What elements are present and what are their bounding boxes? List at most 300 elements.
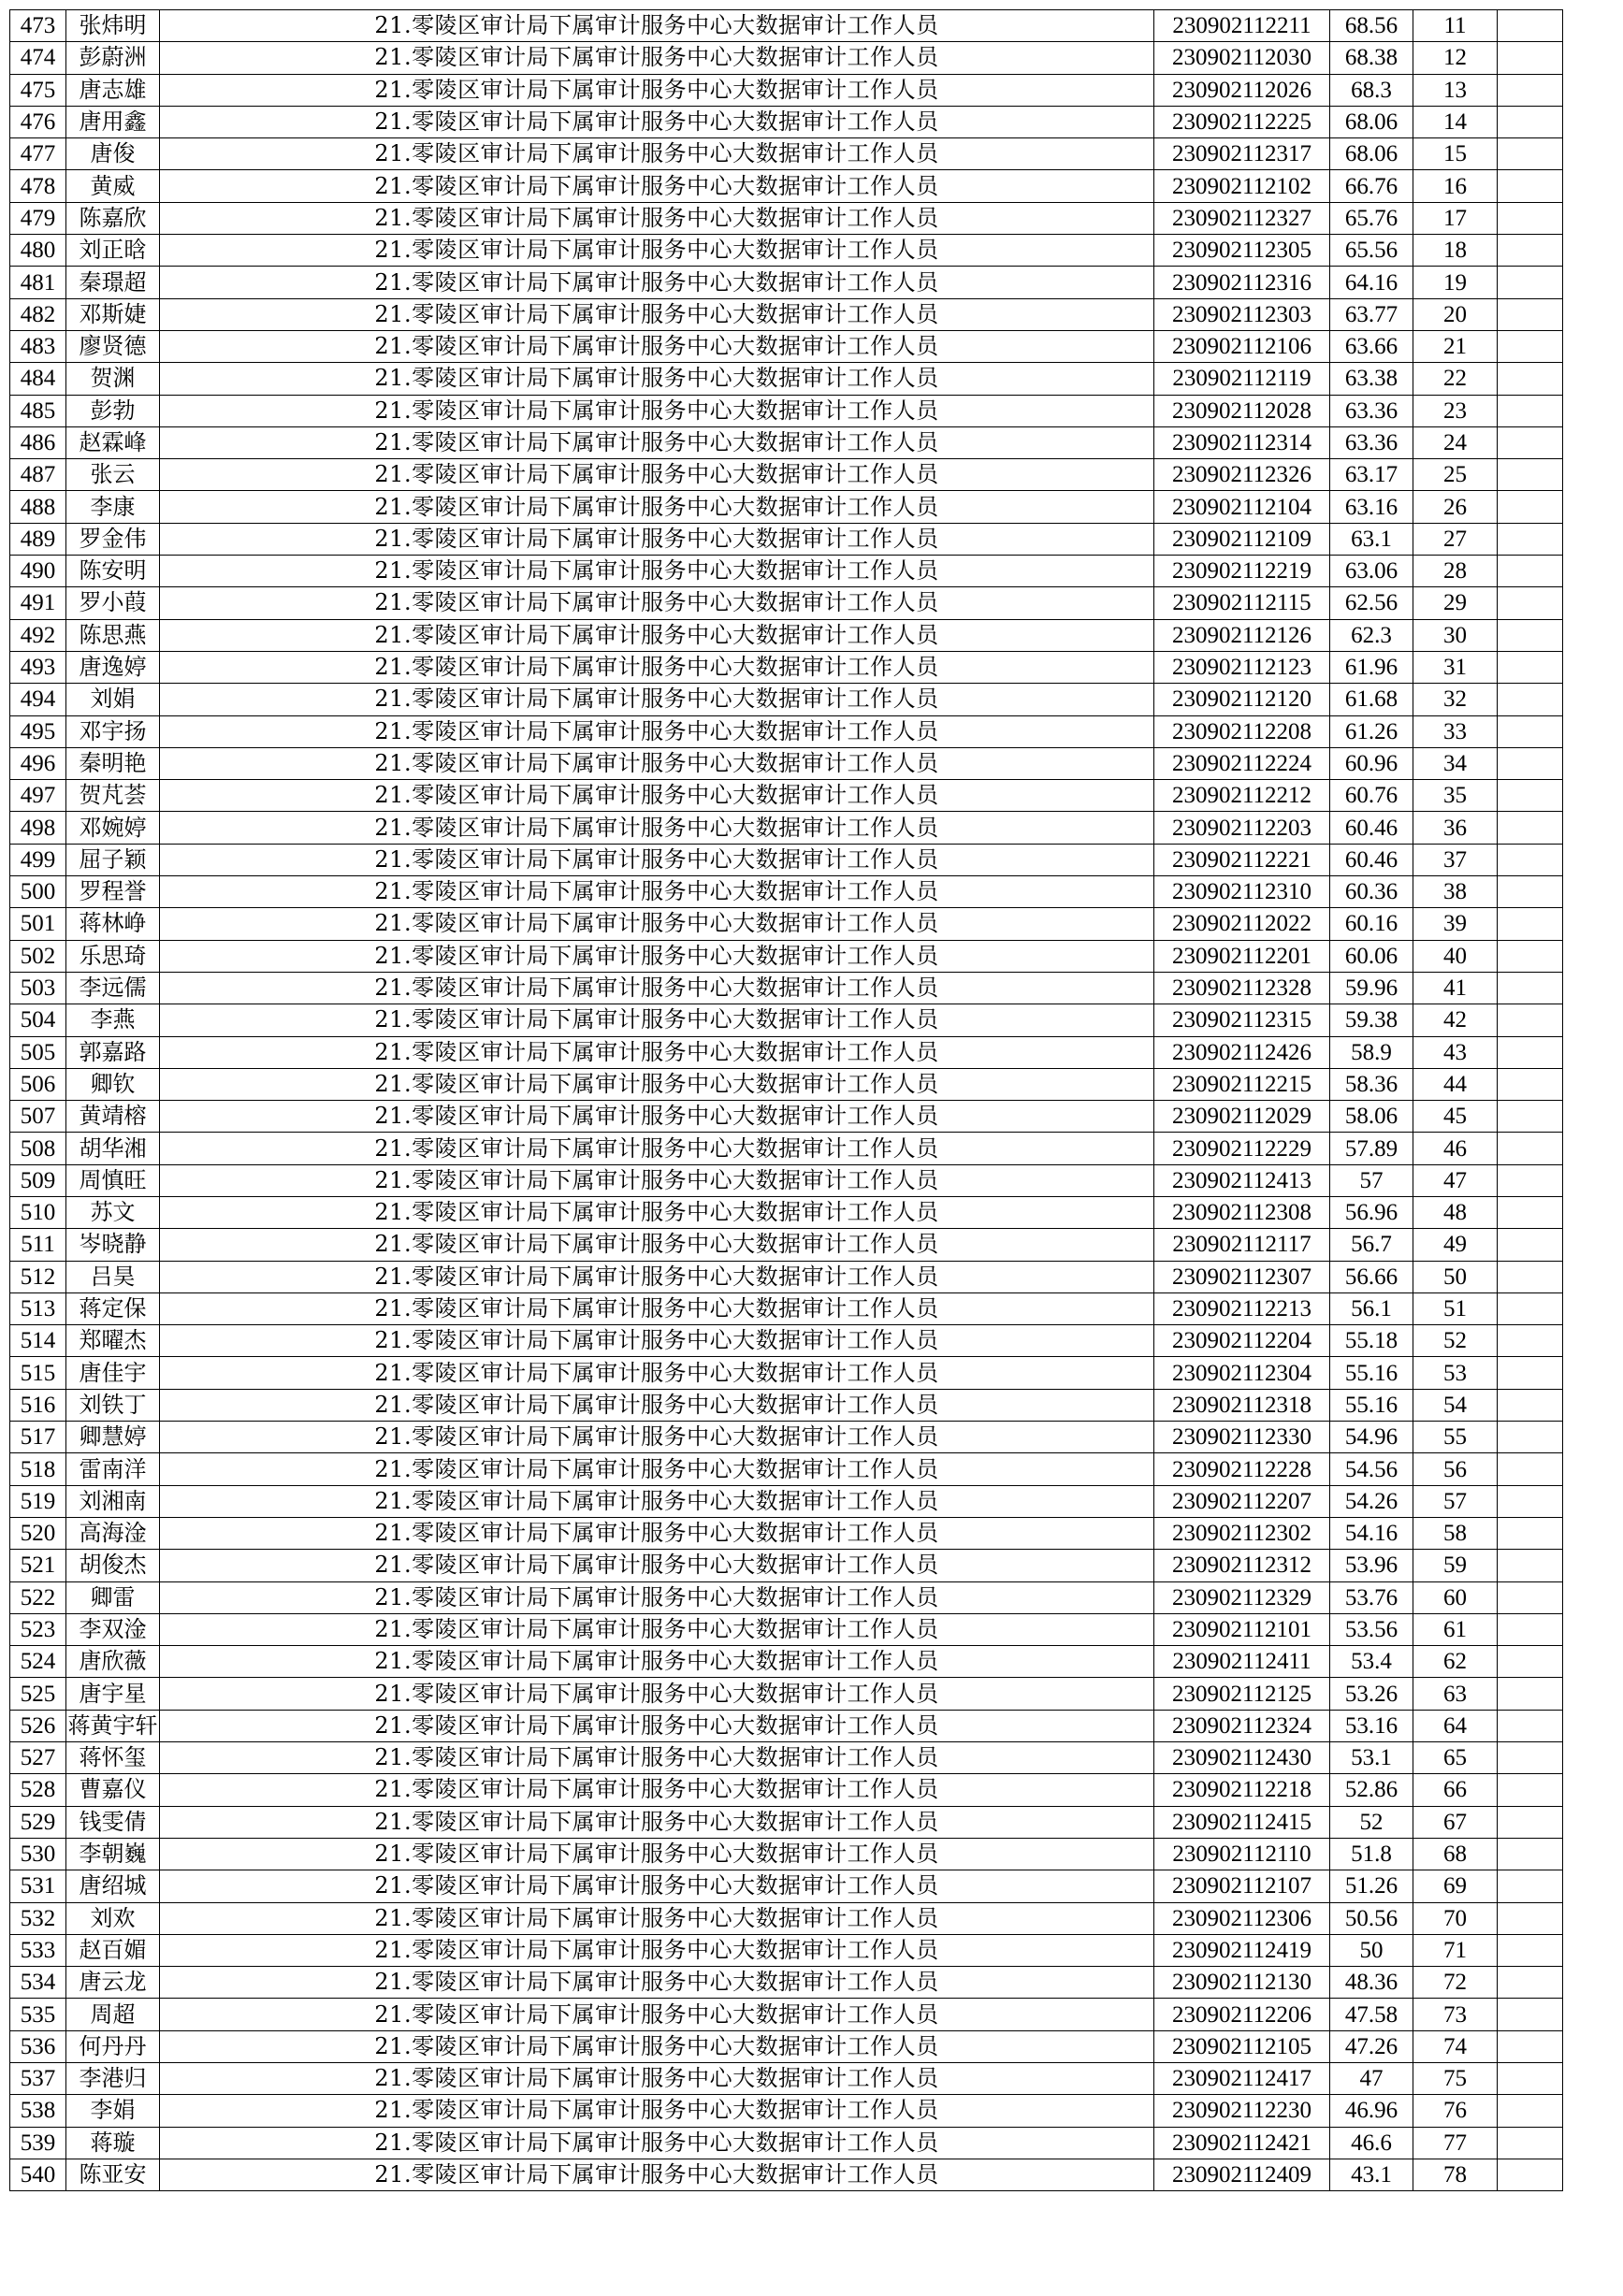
name-cell: 唐俊 bbox=[66, 138, 160, 170]
position-cell: 21.零陵区审计局下属审计服务中心大数据审计工作人员 bbox=[160, 1999, 1154, 2030]
position-cell: 21.零陵区审计局下属审计服务中心大数据审计工作人员 bbox=[160, 1133, 1154, 1164]
note-cell bbox=[1498, 106, 1563, 137]
seq-cell: 500 bbox=[10, 876, 66, 908]
seq-cell: 536 bbox=[10, 2030, 66, 2062]
seq-cell: 502 bbox=[10, 940, 66, 972]
note-cell bbox=[1498, 330, 1563, 362]
ticket-number-cell: 230902112026 bbox=[1154, 74, 1330, 106]
note-cell bbox=[1498, 426, 1563, 458]
table-row bbox=[10, 940, 1563, 972]
seq-cell: 518 bbox=[10, 1453, 66, 1485]
seq-cell: 479 bbox=[10, 202, 66, 234]
seq-cell: 488 bbox=[10, 491, 66, 523]
ticket-number-cell: 230902112221 bbox=[1154, 844, 1330, 875]
score-cell: 57.89 bbox=[1330, 1133, 1413, 1164]
table-row bbox=[10, 1934, 1563, 1966]
position-cell: 21.零陵区审计局下属审计服务中心大数据审计工作人员 bbox=[160, 1101, 1154, 1133]
note-cell bbox=[1498, 1325, 1563, 1357]
note-cell bbox=[1498, 1004, 1563, 1036]
table-row bbox=[10, 10, 1563, 42]
score-cell: 56.66 bbox=[1330, 1261, 1413, 1292]
note-cell bbox=[1498, 1646, 1563, 1678]
seq-cell: 496 bbox=[10, 747, 66, 779]
name-cell: 岑晓静 bbox=[66, 1229, 160, 1261]
score-cell: 60.46 bbox=[1330, 844, 1413, 875]
table-row bbox=[10, 1870, 1563, 1902]
table-row bbox=[10, 1902, 1563, 1934]
seq-cell: 524 bbox=[10, 1646, 66, 1678]
position-cell: 21.零陵区审计局下属审计服务中心大数据审计工作人员 bbox=[160, 1036, 1154, 1068]
ticket-number-cell: 230902112411 bbox=[1154, 1646, 1330, 1678]
name-cell: 李港归 bbox=[66, 2063, 160, 2095]
name-cell: 李远儒 bbox=[66, 972, 160, 1004]
rank-cell: 67 bbox=[1413, 1806, 1498, 1838]
score-cell: 62.3 bbox=[1330, 619, 1413, 651]
seq-cell: 515 bbox=[10, 1357, 66, 1389]
seq-cell: 503 bbox=[10, 972, 66, 1004]
table-row bbox=[10, 426, 1563, 458]
seq-cell: 499 bbox=[10, 844, 66, 875]
table-row bbox=[10, 1485, 1563, 1517]
ticket-number-cell: 230902112218 bbox=[1154, 1774, 1330, 1806]
name-cell: 高海淦 bbox=[66, 1517, 160, 1549]
rank-cell: 60 bbox=[1413, 1581, 1498, 1613]
rank-cell: 72 bbox=[1413, 1967, 1498, 1999]
seq-cell: 537 bbox=[10, 2063, 66, 2095]
rank-cell: 22 bbox=[1413, 363, 1498, 395]
name-cell: 唐绍城 bbox=[66, 1870, 160, 1902]
note-cell bbox=[1498, 1164, 1563, 1196]
name-cell: 唐逸婷 bbox=[66, 651, 160, 683]
score-cell: 56.7 bbox=[1330, 1229, 1413, 1261]
score-cell: 55.16 bbox=[1330, 1357, 1413, 1389]
note-cell bbox=[1498, 684, 1563, 715]
ticket-number-cell: 230902112030 bbox=[1154, 42, 1330, 74]
ticket-number-cell: 230902112229 bbox=[1154, 1133, 1330, 1164]
ticket-number-cell: 230902112327 bbox=[1154, 202, 1330, 234]
note-cell bbox=[1498, 2095, 1563, 2127]
table-row bbox=[10, 2095, 1563, 2127]
table-row bbox=[10, 1613, 1563, 1645]
name-cell: 蒋定保 bbox=[66, 1292, 160, 1324]
rank-cell: 48 bbox=[1413, 1196, 1498, 1228]
position-cell: 21.零陵区审计局下属审计服务中心大数据审计工作人员 bbox=[160, 1325, 1154, 1357]
table-row bbox=[10, 651, 1563, 683]
name-cell: 黄靖榕 bbox=[66, 1101, 160, 1133]
position-cell: 21.零陵区审计局下属审计服务中心大数据审计工作人员 bbox=[160, 1517, 1154, 1549]
position-cell: 21.零陵区审计局下属审计服务中心大数据审计工作人员 bbox=[160, 330, 1154, 362]
score-cell: 63.1 bbox=[1330, 523, 1413, 555]
name-cell: 贺渊 bbox=[66, 363, 160, 395]
table-row bbox=[10, 1742, 1563, 1774]
name-cell: 唐志雄 bbox=[66, 74, 160, 106]
name-cell: 蒋黄宇轩 bbox=[66, 1710, 160, 1741]
note-cell bbox=[1498, 1196, 1563, 1228]
table-row bbox=[10, 2159, 1563, 2190]
score-cell: 50.56 bbox=[1330, 1902, 1413, 1934]
note-cell bbox=[1498, 1581, 1563, 1613]
rank-cell: 58 bbox=[1413, 1517, 1498, 1549]
table-row bbox=[10, 747, 1563, 779]
score-cell: 53.26 bbox=[1330, 1678, 1413, 1710]
score-cell: 63.06 bbox=[1330, 556, 1413, 587]
ticket-number-cell: 230902112316 bbox=[1154, 267, 1330, 298]
score-cell: 59.96 bbox=[1330, 972, 1413, 1004]
rank-cell: 56 bbox=[1413, 1453, 1498, 1485]
table-row bbox=[10, 1261, 1563, 1292]
table-row bbox=[10, 459, 1563, 491]
ticket-number-cell: 230902112208 bbox=[1154, 715, 1330, 747]
seq-cell: 507 bbox=[10, 1101, 66, 1133]
name-cell: 陈亚安 bbox=[66, 2159, 160, 2190]
name-cell: 刘铁丁 bbox=[66, 1389, 160, 1421]
rank-cell: 14 bbox=[1413, 106, 1498, 137]
rank-cell: 21 bbox=[1413, 330, 1498, 362]
rank-cell: 37 bbox=[1413, 844, 1498, 875]
position-cell: 21.零陵区审计局下属审计服务中心大数据审计工作人员 bbox=[160, 556, 1154, 587]
results-table bbox=[9, 9, 1563, 2191]
name-cell: 刘湘南 bbox=[66, 1485, 160, 1517]
seq-cell: 484 bbox=[10, 363, 66, 395]
score-cell: 56.96 bbox=[1330, 1196, 1413, 1228]
table-row bbox=[10, 556, 1563, 587]
rank-cell: 53 bbox=[1413, 1357, 1498, 1389]
seq-cell: 522 bbox=[10, 1581, 66, 1613]
score-cell: 43.1 bbox=[1330, 2159, 1413, 2190]
seq-cell: 477 bbox=[10, 138, 66, 170]
rank-cell: 20 bbox=[1413, 298, 1498, 330]
rank-cell: 41 bbox=[1413, 972, 1498, 1004]
score-cell: 55.18 bbox=[1330, 1325, 1413, 1357]
table-row bbox=[10, 812, 1563, 844]
ticket-number-cell: 230902112430 bbox=[1154, 1742, 1330, 1774]
seq-cell: 482 bbox=[10, 298, 66, 330]
name-cell: 李双淦 bbox=[66, 1613, 160, 1645]
table-row bbox=[10, 715, 1563, 747]
position-cell: 21.零陵区审计局下属审计服务中心大数据审计工作人员 bbox=[160, 972, 1154, 1004]
rank-cell: 71 bbox=[1413, 1934, 1498, 1966]
ticket-number-cell: 230902112230 bbox=[1154, 2095, 1330, 2127]
name-cell: 秦璟超 bbox=[66, 267, 160, 298]
score-cell: 68.3 bbox=[1330, 74, 1413, 106]
note-cell bbox=[1498, 1453, 1563, 1485]
score-cell: 61.68 bbox=[1330, 684, 1413, 715]
score-cell: 61.96 bbox=[1330, 651, 1413, 683]
table-row bbox=[10, 1004, 1563, 1036]
score-cell: 60.96 bbox=[1330, 747, 1413, 779]
ticket-number-cell: 230902112130 bbox=[1154, 1967, 1330, 1999]
rank-cell: 63 bbox=[1413, 1678, 1498, 1710]
ticket-number-cell: 230902112029 bbox=[1154, 1101, 1330, 1133]
seq-cell: 531 bbox=[10, 1870, 66, 1902]
note-cell bbox=[1498, 1838, 1563, 1870]
rank-cell: 70 bbox=[1413, 1902, 1498, 1934]
ticket-number-cell: 230902112201 bbox=[1154, 940, 1330, 972]
note-cell bbox=[1498, 202, 1563, 234]
score-cell: 53.96 bbox=[1330, 1550, 1413, 1581]
seq-cell: 538 bbox=[10, 2095, 66, 2127]
position-cell: 21.零陵区审计局下属审计服务中心大数据审计工作人员 bbox=[160, 651, 1154, 683]
position-cell: 21.零陵区审计局下属审计服务中心大数据审计工作人员 bbox=[160, 395, 1154, 426]
ticket-number-cell: 230902112415 bbox=[1154, 1806, 1330, 1838]
rank-cell: 50 bbox=[1413, 1261, 1498, 1292]
score-cell: 63.36 bbox=[1330, 395, 1413, 426]
seq-cell: 491 bbox=[10, 587, 66, 619]
seq-cell: 523 bbox=[10, 1613, 66, 1645]
rank-cell: 27 bbox=[1413, 523, 1498, 555]
rank-cell: 19 bbox=[1413, 267, 1498, 298]
ticket-number-cell: 230902112421 bbox=[1154, 2127, 1330, 2159]
seq-cell: 478 bbox=[10, 170, 66, 202]
ticket-number-cell: 230902112102 bbox=[1154, 170, 1330, 202]
rank-cell: 52 bbox=[1413, 1325, 1498, 1357]
score-cell: 60.76 bbox=[1330, 780, 1413, 812]
note-cell bbox=[1498, 908, 1563, 940]
note-cell bbox=[1498, 1036, 1563, 1068]
name-cell: 罗金伟 bbox=[66, 523, 160, 555]
seq-cell: 512 bbox=[10, 1261, 66, 1292]
score-cell: 51.8 bbox=[1330, 1838, 1413, 1870]
seq-cell: 486 bbox=[10, 426, 66, 458]
rank-cell: 61 bbox=[1413, 1613, 1498, 1645]
ticket-number-cell: 230902112207 bbox=[1154, 1485, 1330, 1517]
note-cell bbox=[1498, 1806, 1563, 1838]
ticket-number-cell: 230902112204 bbox=[1154, 1325, 1330, 1357]
rank-cell: 43 bbox=[1413, 1036, 1498, 1068]
note-cell bbox=[1498, 363, 1563, 395]
rank-cell: 38 bbox=[1413, 876, 1498, 908]
score-cell: 63.38 bbox=[1330, 363, 1413, 395]
seq-cell: 492 bbox=[10, 619, 66, 651]
position-cell: 21.零陵区审计局下属审计服务中心大数据审计工作人员 bbox=[160, 1292, 1154, 1324]
table-row bbox=[10, 202, 1563, 234]
seq-cell: 490 bbox=[10, 556, 66, 587]
seq-cell: 527 bbox=[10, 1742, 66, 1774]
table-row bbox=[10, 1101, 1563, 1133]
position-cell: 21.零陵区审计局下属审计服务中心大数据审计工作人员 bbox=[160, 1742, 1154, 1774]
score-cell: 60.46 bbox=[1330, 812, 1413, 844]
note-cell bbox=[1498, 74, 1563, 106]
table-row bbox=[10, 1357, 1563, 1389]
name-cell: 彭勃 bbox=[66, 395, 160, 426]
note-cell bbox=[1498, 619, 1563, 651]
seq-cell: 540 bbox=[10, 2159, 66, 2190]
ticket-number-cell: 230902112417 bbox=[1154, 2063, 1330, 2095]
seq-cell: 498 bbox=[10, 812, 66, 844]
position-cell: 21.零陵区审计局下属审计服务中心大数据审计工作人员 bbox=[160, 1485, 1154, 1517]
table-row bbox=[10, 1036, 1563, 1068]
seq-cell: 539 bbox=[10, 2127, 66, 2159]
name-cell: 胡华湘 bbox=[66, 1133, 160, 1164]
position-cell: 21.零陵区审计局下属审计服务中心大数据审计工作人员 bbox=[160, 1389, 1154, 1421]
rank-cell: 12 bbox=[1413, 42, 1498, 74]
position-cell: 21.零陵区审计局下属审计服务中心大数据审计工作人员 bbox=[160, 1229, 1154, 1261]
score-cell: 48.36 bbox=[1330, 1967, 1413, 1999]
table-row bbox=[10, 1999, 1563, 2030]
score-cell: 65.56 bbox=[1330, 235, 1413, 267]
position-cell: 21.零陵区审计局下属审计服务中心大数据审计工作人员 bbox=[160, 298, 1154, 330]
seq-cell: 508 bbox=[10, 1133, 66, 1164]
note-cell bbox=[1498, 1550, 1563, 1581]
rank-cell: 66 bbox=[1413, 1774, 1498, 1806]
ticket-number-cell: 230902112203 bbox=[1154, 812, 1330, 844]
score-cell: 46.96 bbox=[1330, 2095, 1413, 2127]
seq-cell: 476 bbox=[10, 106, 66, 137]
rank-cell: 39 bbox=[1413, 908, 1498, 940]
seq-cell: 533 bbox=[10, 1934, 66, 1966]
table-row bbox=[10, 1967, 1563, 1999]
name-cell: 刘正晗 bbox=[66, 235, 160, 267]
position-cell: 21.零陵区审计局下属审计服务中心大数据审计工作人员 bbox=[160, 1453, 1154, 1485]
rank-cell: 76 bbox=[1413, 2095, 1498, 2127]
note-cell bbox=[1498, 780, 1563, 812]
name-cell: 黄威 bbox=[66, 170, 160, 202]
note-cell bbox=[1498, 1710, 1563, 1741]
name-cell: 吕昊 bbox=[66, 1261, 160, 1292]
score-cell: 60.06 bbox=[1330, 940, 1413, 972]
position-cell: 21.零陵区审计局下属审计服务中心大数据审计工作人员 bbox=[160, 1357, 1154, 1389]
position-cell: 21.零陵区审计局下属审计服务中心大数据审计工作人员 bbox=[160, 1838, 1154, 1870]
score-cell: 60.16 bbox=[1330, 908, 1413, 940]
score-cell: 64.16 bbox=[1330, 267, 1413, 298]
rank-cell: 69 bbox=[1413, 1870, 1498, 1902]
ticket-number-cell: 230902112310 bbox=[1154, 876, 1330, 908]
seq-cell: 501 bbox=[10, 908, 66, 940]
note-cell bbox=[1498, 42, 1563, 74]
note-cell bbox=[1498, 1774, 1563, 1806]
position-cell: 21.零陵区审计局下属审计服务中心大数据审计工作人员 bbox=[160, 1902, 1154, 1934]
name-cell: 蒋怀玺 bbox=[66, 1742, 160, 1774]
rank-cell: 47 bbox=[1413, 1164, 1498, 1196]
ticket-number-cell: 230902112426 bbox=[1154, 1036, 1330, 1068]
ticket-number-cell: 230902112326 bbox=[1154, 459, 1330, 491]
name-cell: 郭嘉路 bbox=[66, 1036, 160, 1068]
name-cell: 蒋璇 bbox=[66, 2127, 160, 2159]
position-cell: 21.零陵区审计局下属审计服务中心大数据审计工作人员 bbox=[160, 267, 1154, 298]
rank-cell: 30 bbox=[1413, 619, 1498, 651]
name-cell: 陈思燕 bbox=[66, 619, 160, 651]
name-cell: 罗程誉 bbox=[66, 876, 160, 908]
name-cell: 曹嘉仪 bbox=[66, 1774, 160, 1806]
rank-cell: 62 bbox=[1413, 1646, 1498, 1678]
seq-cell: 513 bbox=[10, 1292, 66, 1324]
table-row bbox=[10, 298, 1563, 330]
score-cell: 52.86 bbox=[1330, 1774, 1413, 1806]
ticket-number-cell: 230902112206 bbox=[1154, 1999, 1330, 2030]
ticket-number-cell: 230902112317 bbox=[1154, 138, 1330, 170]
score-cell: 54.16 bbox=[1330, 1517, 1413, 1549]
position-cell: 21.零陵区审计局下属审计服务中心大数据审计工作人员 bbox=[160, 1196, 1154, 1228]
table-row bbox=[10, 876, 1563, 908]
ticket-number-cell: 230902112324 bbox=[1154, 1710, 1330, 1741]
ticket-number-cell: 230902112213 bbox=[1154, 1292, 1330, 1324]
note-cell bbox=[1498, 1999, 1563, 2030]
name-cell: 雷南洋 bbox=[66, 1453, 160, 1485]
note-cell bbox=[1498, 10, 1563, 42]
ticket-number-cell: 230902112305 bbox=[1154, 235, 1330, 267]
position-cell: 21.零陵区审计局下属审计服务中心大数据审计工作人员 bbox=[160, 587, 1154, 619]
ticket-number-cell: 230902112212 bbox=[1154, 780, 1330, 812]
table-row bbox=[10, 267, 1563, 298]
ticket-number-cell: 230902112314 bbox=[1154, 426, 1330, 458]
ticket-number-cell: 230902112105 bbox=[1154, 2030, 1330, 2062]
score-cell: 63.77 bbox=[1330, 298, 1413, 330]
rank-cell: 13 bbox=[1413, 74, 1498, 106]
ticket-number-cell: 230902112101 bbox=[1154, 1613, 1330, 1645]
rank-cell: 11 bbox=[1413, 10, 1498, 42]
position-cell: 21.零陵区审计局下属审计服务中心大数据审计工作人员 bbox=[160, 1967, 1154, 1999]
position-cell: 21.零陵区审计局下属审计服务中心大数据审计工作人员 bbox=[160, 812, 1154, 844]
table-row bbox=[10, 1806, 1563, 1838]
name-cell: 李康 bbox=[66, 491, 160, 523]
note-cell bbox=[1498, 1678, 1563, 1710]
table-row bbox=[10, 1164, 1563, 1196]
ticket-number-cell: 230902112329 bbox=[1154, 1581, 1330, 1613]
name-cell: 苏文 bbox=[66, 1196, 160, 1228]
rank-cell: 15 bbox=[1413, 138, 1498, 170]
seq-cell: 516 bbox=[10, 1389, 66, 1421]
table-row bbox=[10, 2030, 1563, 2062]
note-cell bbox=[1498, 940, 1563, 972]
ticket-number-cell: 230902112225 bbox=[1154, 106, 1330, 137]
note-cell bbox=[1498, 747, 1563, 779]
name-cell: 何丹丹 bbox=[66, 2030, 160, 2062]
note-cell bbox=[1498, 1485, 1563, 1517]
name-cell: 张云 bbox=[66, 459, 160, 491]
name-cell: 唐佳宇 bbox=[66, 1357, 160, 1389]
ticket-number-cell: 230902112328 bbox=[1154, 972, 1330, 1004]
ticket-number-cell: 230902112117 bbox=[1154, 1229, 1330, 1261]
note-cell bbox=[1498, 1967, 1563, 1999]
table-row bbox=[10, 1133, 1563, 1164]
position-cell: 21.零陵区审计局下属审计服务中心大数据审计工作人员 bbox=[160, 1710, 1154, 1741]
note-cell bbox=[1498, 267, 1563, 298]
name-cell: 蒋林峥 bbox=[66, 908, 160, 940]
name-cell: 邓宇扬 bbox=[66, 715, 160, 747]
rank-cell: 16 bbox=[1413, 170, 1498, 202]
rank-cell: 18 bbox=[1413, 235, 1498, 267]
rank-cell: 40 bbox=[1413, 940, 1498, 972]
name-cell: 唐用鑫 bbox=[66, 106, 160, 137]
position-cell: 21.零陵区审计局下属审计服务中心大数据审计工作人员 bbox=[160, 1678, 1154, 1710]
note-cell bbox=[1498, 812, 1563, 844]
seq-cell: 493 bbox=[10, 651, 66, 683]
position-cell: 21.零陵区审计局下属审计服务中心大数据审计工作人员 bbox=[160, 780, 1154, 812]
ticket-number-cell: 230902112228 bbox=[1154, 1453, 1330, 1485]
seq-cell: 514 bbox=[10, 1325, 66, 1357]
rank-cell: 64 bbox=[1413, 1710, 1498, 1741]
score-cell: 62.56 bbox=[1330, 587, 1413, 619]
score-cell: 52 bbox=[1330, 1806, 1413, 1838]
table-row bbox=[10, 1389, 1563, 1421]
rank-cell: 36 bbox=[1413, 812, 1498, 844]
table-row bbox=[10, 587, 1563, 619]
ticket-number-cell: 230902112109 bbox=[1154, 523, 1330, 555]
position-cell: 21.零陵区审计局下属审计服务中心大数据审计工作人员 bbox=[160, 235, 1154, 267]
note-cell bbox=[1498, 298, 1563, 330]
position-cell: 21.零陵区审计局下属审计服务中心大数据审计工作人员 bbox=[160, 74, 1154, 106]
name-cell: 邓斯婕 bbox=[66, 298, 160, 330]
position-cell: 21.零陵区审计局下属审计服务中心大数据审计工作人员 bbox=[160, 1261, 1154, 1292]
rank-cell: 31 bbox=[1413, 651, 1498, 683]
name-cell: 刘欢 bbox=[66, 1902, 160, 1934]
table-row bbox=[10, 1517, 1563, 1549]
ticket-number-cell: 230902112215 bbox=[1154, 1068, 1330, 1100]
note-cell bbox=[1498, 1902, 1563, 1934]
rank-cell: 45 bbox=[1413, 1101, 1498, 1133]
note-cell bbox=[1498, 715, 1563, 747]
table-row bbox=[10, 74, 1563, 106]
